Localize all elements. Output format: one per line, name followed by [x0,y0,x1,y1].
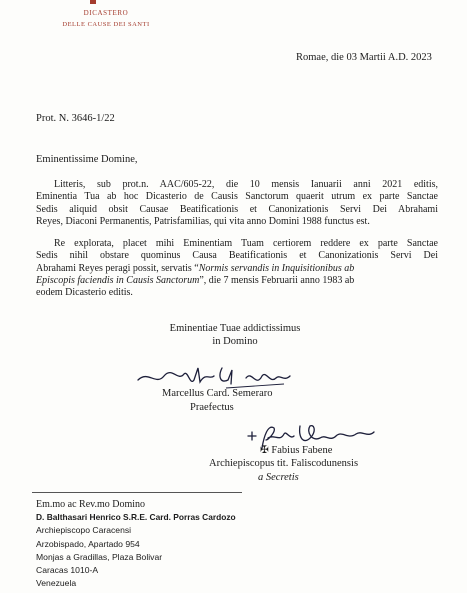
salutation: Eminentissime Domine, [36,154,138,165]
closing-line: Eminentiae Tuae addictissimus [169,323,301,334]
paragraph-line: Re explorata, placet mihi Eminentiam Tuam certiorem reddere ex parte Sanctae [54,238,438,249]
paragraph-line: Litteris, sub prot.n. AAC/605-22, die 10 mensis Ianuarii anni 2021 editis, [54,179,438,190]
address-divider [32,492,242,493]
signatory-1-name: Marcellus Card. Semeraro [162,388,273,399]
address-line: Caracas 1010-A [36,565,99,576]
closing-formula [140,322,330,348]
letterhead-emblem [90,0,96,4]
paragraph-line: Reyes, Diaconi Permanentis, Patrisfamilias, qui vita anno Domini 1988 functus est. [36,215,370,227]
signatory-2-subrole: a Secretis [258,472,299,483]
closing-line: in Domino [212,336,258,347]
paragraph-text: Abrahami Reyes peragi possit, servatis “ [36,262,199,274]
address-line: Em.mo ac Rev.mo Domino [36,499,146,510]
signatory-1-role: Praefectus [190,402,234,413]
letter-date: Romae, die 03 Martii A.D. 2023 [296,52,432,63]
paragraph-line [36,275,438,287]
address-line: Monjas a Gradillas, Plaza Bolivar [36,551,163,562]
address-line: Archiepiscopo Caracensi [36,525,132,536]
recipient-address [36,498,236,590]
body-paragraph-1 [36,179,438,228]
body-paragraph-2 [36,238,438,299]
document-title-italic: Normis servandis in Inquisitionibus ab [198,262,355,274]
paragraph-line [36,263,438,275]
signatory-2-name: ✠ Fabius Fabene [260,445,333,456]
protocol-number: Prot. N. 3646-1/22 [36,113,115,124]
paragraph-line: Sedis aliquid obsit Causae Beatificationis et Canonizationis Servi Dei Abrahami [36,203,438,215]
address-recipient-name: D. Balthasari Henrico S.R.E. Card. Porras Cardozo [36,512,236,523]
address-line: Venezuela [36,578,77,589]
document-title-italic: Episcopis faciendis in Causis Sanctorum [36,274,200,286]
paragraph-text: ”, die 7 mensis Februarii anno 1983 ab [199,274,355,286]
letterhead-subtitle: DELLE CAUSE DEI SANTI [62,21,150,28]
paragraph-line: Eminentia Tua ab hoc Dicasterio de Causis Sanctorum quaerit utrum ex parte Sanctae [36,191,438,203]
letterhead-title: DICASTERO [83,9,129,17]
paragraph-line: eodem Dicasterio editis. [36,287,133,299]
paragraph-line: Sedis nihil obstare quominus Causa Beatificationis et Canonizationis Servi Dei [36,250,438,262]
signatory-2-role: Archiepiscopus tit. Faliscodunensis [209,458,359,469]
address-line: Arzobispado, Apartado 954 [36,538,140,549]
